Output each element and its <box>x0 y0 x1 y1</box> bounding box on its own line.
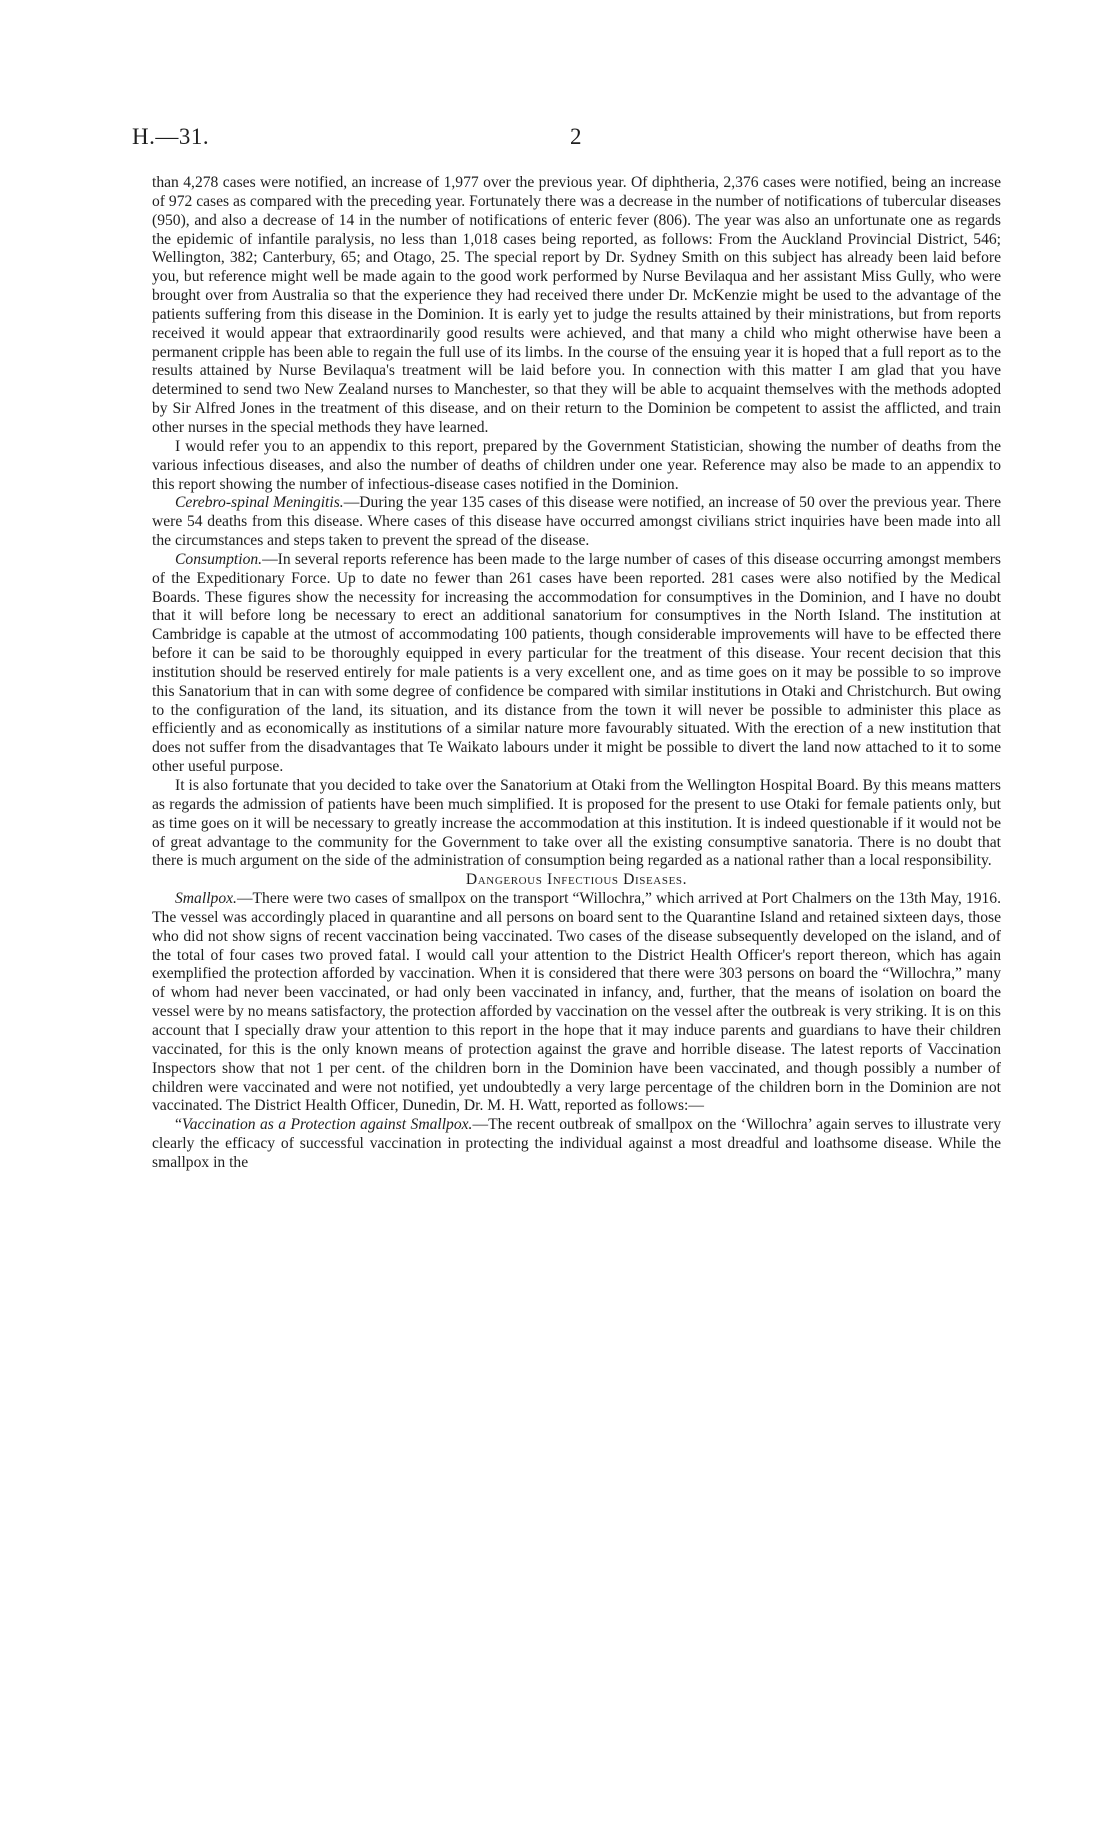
quote-open-mark: “ <box>175 1116 182 1134</box>
paragraph-otaki: It is also fortunate that you decided to take over the Sanatorium at Otaki from the Wellington Hospital Board. By this means matters as regards the admission of patients have been much simplified. It is proposed for the present to use Otaki for female patients only, but as time goes on it will be necessary to greatly increase the accommodation at this institution. It is indeed questionable if it would not be of great advantage to the community for the Government to take over all the existing consumptive sanatoria. There is no doubt that there is much argument on the side of the administration of consumption being regarded as a national rather than a local responsibility. <box>152 777 1001 870</box>
page-number: 2 <box>570 124 582 149</box>
consumption-title: Consumption. <box>175 550 263 568</box>
vaccination-text: —The recent outbreak of smallpox on the ‘Willochra’ again serves to illustrate very clearly the efficacy of successful vaccination in protecting the individual against a most dreadful and loathsome disease. While the smallpox in the <box>152 1116 1002 1171</box>
meningitis-title: Cerebro-spinal Meningitis. <box>175 494 344 512</box>
smallpox-text: —There were two cases of smallpox on the transport “Willochra,” which arrived at Port Chalmers on the 13th May, 1916. The vessel was accordingly placed in quarantine and all persons on board sent to the Quarantine Island and retained sixteen days, those who did not show signs of recent vaccination being vaccinated. Two cases of the disease subsequently developed on the island, and of the total of four cases two proved fatal. I would call your attention to the District Health Officer's report thereon, which has again exemplified the protection afforded by vaccination. When it is considered that there were 303 persons on board the “Willochra,” many of whom had never been vaccinated, or had only been vaccinated in infancy, and, further, that the means of isolation on board the vessel were by no means satisfactory, the protection afforded by vaccination on the vessel after the outbreak is very striking. It is on this account that I specially draw your attention to this report in the hope that it may induce parents and guardians to have their children vaccinated, for this is the only known means of protection against the grave and horrible disease. The latest reports of Vaccination Inspectors show that not 1 per cent. of the children born in the Dominion have been vaccinated, and though possibly a number of children were vaccinated and were not notified, yet undoubtedly a very large percentage of the children born in the Dominion are not vaccinated. The District Health Officer, Dunedin, Dr. M. H. Watt, reported as follows:— <box>152 890 1001 1115</box>
paragraph-appendix: I would refer you to an appendix to this report, prepared by the Government Statistician, showing the number of deaths from the various infectious diseases, and also the number of deaths of children under one year. Reference may also be made to an appendix to this report showing the number of infectious-disease cases notified in the Dominion. <box>152 437 1001 493</box>
report-reference: H.—31. <box>132 124 210 149</box>
paragraph-consumption <box>152 551 1001 777</box>
body-text <box>152 174 1001 1173</box>
page-header <box>132 124 982 154</box>
paragraph-notifications: than 4,278 cases were notified, an increase of 1,977 over the previous year. Of diphtheria, 2,376 cases were notified, being an increase of 972 cases as compared with the preceding year. Fortunately there was a decrease in the number of notifications of tubercular diseases (950), and also a decrease of 14 in the number of notifications of enteric fever (806). The year was also an unfortunate one as regards the epidemic of infantile paralysis, no less than 1,018 cases being reported, as follows: From the Auckland Provincial District, 546; Wellington, 382; Canterbury, 65; and Otago, 25. The special report by Dr. Sydney Smith on this subject has already been laid before you, but reference might well be made again to the good work performed by Nurse Bevilaqua and her assistant Miss Gully, who were brought over from Australia so that the experience they had received there under Dr. McKenzie might be used to the advantage of the patients suffering from this disease in the Dominion. It is early yet to judge the results attained by their ministrations, but from reports received it would appear that extraordinarily good results were achieved, and that many a child who might otherwise have been a permanent cripple has been able to regain the full use of its limbs. In the course of the ensuing year it is hoped that a full report as to the results attained by Nurse Bevilaqua's treatment will be laid before you. In connection with this matter I am glad that you have determined to send two New Zealand nurses to Manchester, so that they will be able to acquaint themselves with the methods adopted by Sir Alfred Jones in the treatment of this disease, and on their return to the Dominion be competent to assist the afflicted, and train other nurses in the special methods they have learned. <box>152 174 1001 436</box>
paragraph-meningitis <box>152 494 1001 551</box>
smallpox-title: Smallpox. <box>175 890 237 908</box>
vaccination-title: Vaccination as a Protection against Smallpox. <box>181 1116 473 1134</box>
paragraph-vaccination-quote <box>152 1116 1001 1173</box>
meningitis-text: —During the year 135 cases of this disease were notified, an increase of 50 over the previous year. There were 54 deaths from this disease. Where cases of this disease have occurred amongst civilians strict inquiries have been made into all the circumstances and steps taken to prevent the spread of the disease. <box>152 494 1001 550</box>
paragraph-smallpox <box>152 890 1001 1116</box>
section-heading: Dangerous Infectious Diseases. <box>465 871 688 889</box>
consumption-text: —In several reports reference has been made to the large number of cases of this disease occurring amongst members of the Expeditionary Force. Up to date no fewer than 261 cases have been reported. 281 cases were also notified by the Medical Boards. These figures show the necessity for increasing the accommodation for consumptives in the Dominion, and I have no doubt that it will before long be necessary to erect an additional sanatorium for consumptives in the North Island. The institution at Cambridge is capable at the utmost of accommodating 100 patients, though considerable improvements will have to be effected there before it can be said to be thoroughly equipped in every particular for the treatment of this disease. Your recent decision that this institution should be reserved entirely for male patients is a very excellent one, and as time goes on it may be possible to so improve this Sanatorium that in can with some degree of confidence be compared with similar institutions in Otaki and Christchurch. But owing to the configuration of the land, its situation, and its distance from the town it will never be possible to administer this place as efficiently and as economically as institutions of a similar nature more favourably situated. With the erection of a new institution that does not suffer from the disadvantages that Te Waikato labours under it might be possible to divert the land now attached to it to some other useful purpose. <box>152 550 1001 776</box>
